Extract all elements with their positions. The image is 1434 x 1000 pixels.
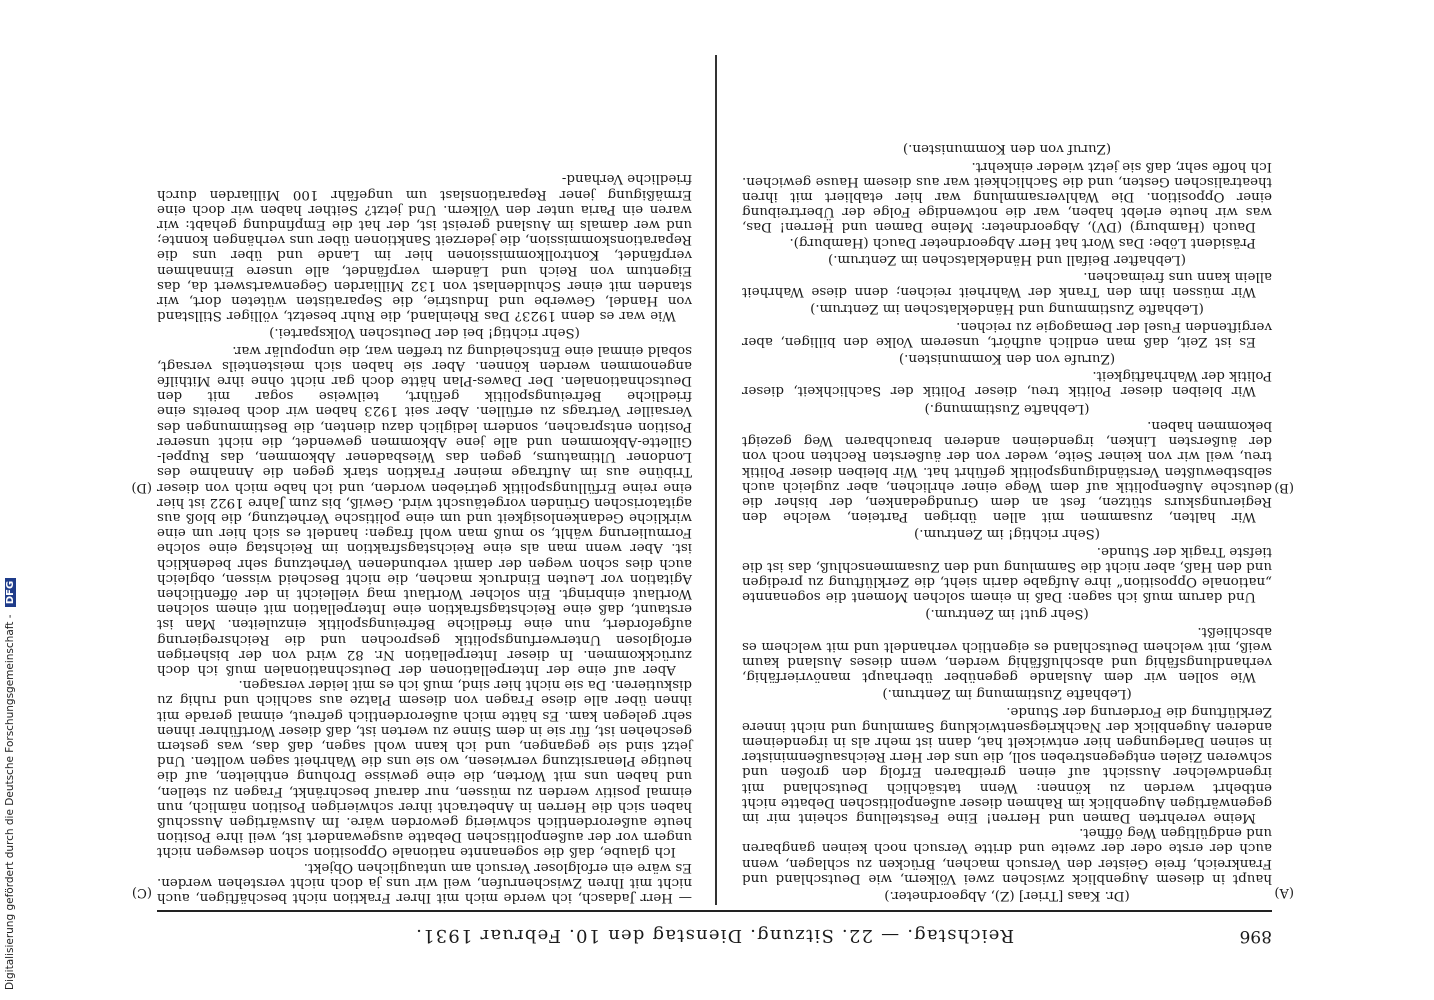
margin-marker-d: (D) [131, 480, 152, 495]
paragraph: — Herr Jadasch, ich werde mich mit Ihrer Fraktion nicht beschäftigen, auch nicht mit Ihren Zwischenrufen, weil wir uns ja doch nicht verstehen werden. Es wäre ein erfolgloser Versuch am untauglichen Objekt. [157, 859, 692, 905]
paragraph: Wie war es denn 1923? Das Rheinland, die Ruhr besetzt, völliger Stillstand von Handel, Gewerbe und Industrie, die Separatisten wüteten dort, wir standen mit einer Schuldenlast von 132 Milliarden Gegenwartswert da, das Eigentum von Reich und Ländern verpfändet, alle unsere Einnahmen verpfändet, Kontrollkommissionen hier im Lande und über uns die Reparationskommission, die jederzeit Sanktionen über uns verhängen konnte; und wer damals im Ausland gereist ist, der hat die Empfindung gehabt: wir waren ein Paria unter den Völkern. Und jetzt? Seither haben wir doch eine Ermäßigung jener Reparationslast um ungefähr 100 Milliarden durch friedliche Verhand- [157, 171, 692, 324]
digitization-credit [4, 0, 22, 990]
speaker-line: (Dr. Kaas [Trier] (Z), Abgeordneter.) [884, 888, 1130, 903]
dfg-logo: DFG [5, 578, 16, 607]
interjection: (Sehr richtig! im Zentrum.) [914, 526, 1100, 542]
header-rule [157, 910, 1272, 912]
paragraph: Wie sollen wir dem Auslande gegenüber überhaupt manövrierfähig, verhandlungsfähig und abschlußfähig werden, wenn dieses Ausland kaum weiß, mit welchem Deutschland es eigentlich verhandelt und mit welchem es abschließt. [742, 623, 1272, 685]
column-left [742, 139, 1272, 905]
interjection: (Sehr richtig! bei der Deutschen Volkspartei.) [269, 325, 580, 341]
paragraph: Es ist Zeit, daß man endlich aufhört, unserem Volke den billigen, aber vergiftenden Fusel der Demagogie zu reichen. [742, 318, 1272, 349]
credit-text: Digitalisierung gefördert durch die Deutsche Forschungsgemeinschaft - [4, 614, 16, 990]
page-header [157, 922, 1272, 946]
paragraph: haupt in diesem Augenblick zwischen zwei Völkern, wie Deutschland und Frankreich, freie Geister den Versuch machen, Brücken zu schlagen, wenn auch der erste oder der zweite und dritte Versuch noch keinen gangbaren und endgültigen Weg öffnet. [742, 825, 1272, 886]
margin-marker-a: (A) [1274, 885, 1294, 900]
interjection: (Zuruf von den Kommunisten.) [902, 141, 1112, 157]
interjection: (Lebhafte Zustimmung und Händeklatschen im Zentrum.) [810, 301, 1204, 317]
page-number: 896 [1239, 926, 1272, 946]
interjection: (Zurufe von den Kommunisten.) [898, 351, 1116, 367]
paragraph: Wir halten, zusammen mit allen übrigen Parteien, welche den Regierungskurs stützen, fest an dem Grundgedanken, der bisher die deutsche Außenpolitik auf dem Wege einer ehrlichen, aber zugleich auch selbstbewußten Verständigungspolitik geführt hat. Wir bleiben dieser Politik treu, weil wir von keiner Seite, weder von der äußersten Rechten noch von der äußersten Linken, irgendeinen anderen brauchbaren Weg gezeigt bekommen haben. [742, 417, 1272, 525]
interjection: (Lebhafter Beifall und Händeklatschen im Zentrum.) [827, 251, 1187, 267]
page-title: Reichstag. — 22. Sitzung. Dienstag den 10. Februar 1931. [414, 925, 1015, 946]
paragraph: Präsident Löbe: Das Wort hat Herr Abgeordneter Dauch (Hamburg). [789, 234, 1256, 250]
paragraph: Und darum muß ich sagen: Daß in einem solchen Moment die sogenannte „nationale Opposition“ ihre Aufgabe darin sieht, die Zerklüftung zu predigen und den Haß, aber nicht die Sammlung und den Zusammenschluß, das ist die tiefste Tragik der Stunde. [742, 543, 1272, 605]
paragraph: Wir müssen ihm den Trank der Wahrheit reichen; denn diese Wahrheit allein kann uns freimachen. [742, 269, 1272, 300]
interjection: (Lebhafte Zustimmung im Zentrum.) [882, 686, 1132, 702]
paragraph: Meine verehrten Damen und Herren! Eine Feststellung scheint mir im gegenwärtigen Augenblick im Rahmen dieser außenpolitischen Debatte nicht entbehrt werden zu können: Wenn tatsächlich Deutschland mit irgendwelcher Aussicht auf einen greifbaren Erfolg den großen und schweren Zielen entgegenstreben soll, die uns der Herr Reichsaußenminister in seinen Darlegungen hier entwickelt hat, dann ist mehr als in irgendeinem anderen Augenblick der Nachkriegsentwicklung Sammlung und nicht innere Zerklüftung die Forderung der Stunde. [742, 703, 1272, 825]
paragraph: Aber auf eine der Interpellationen der Deutschnationalen muß ich doch zurückkommen. In dieser Interpellation Nr. 82 wird von der bisherigen erfolglosen Unterwerfungspolitik gesprochen und die Reichsregierung aufgefordert, nun eine friedliche Befreiungspolitik einzuleiten. Man ist erstaunt, daß eine Reichstagsfraktion eine Interpellation mit einem solchen Wortlaut einbringt. Ein solcher Wortlaut mag vielleicht in der öffentlichen Agitation vor Leuten Eindruck machen, die nicht Bescheid wissen, obgleich auch dies schon wegen der damit verbundenen Verhetzung sehr bedenklich ist. Aber wenn man als eine Reichstagsfraktion im Reichstag eine solche Formulierung wählt, so muß man wohl fragen: handelt es sich hier um eine wirkliche Gedankenlosigkeit und um eine politische Verhetzung, die bloß aus agitatorischen Gründen vorgetäuscht wird. Gewiß, bis zum Jahre 1922 ist hier eine reine Erfüllungspolitik getrieben worden, und ich habe mich von dieser Tribüne aus im Auftrage meiner Fraktion stark gegen die Annahme des Londoner Ultimatums, gegen das Wiesbadener Abkommen, das Ruppel-Gillette-Abkommen und alle jene Abkommen gewendet, die nicht unserer Position entsprachen, sondern lediglich dazu dienten, die Bestimmungen des Versailler Vertrags zu erfüllen. Aber seit 1923 haben wir doch bereits eine friedliche Befreiungspolitik geführt, teilweise sogar mit den Deutschnationalen. Der Dawes-Plan hätte doch gar nicht ohne ihre Mithilfe angenommen werden können. Aber sie haben sich meistenteils versagt, sobald einmal eine Entscheidung zu treffen war, die unpopulär war. [157, 342, 692, 677]
paragraph: Ich glaube, daß die sogenannte nationale Opposition schon deswegen nicht ungern vor der außenpolitischen Debatte ausgewandert ist, weil ihre Position heute außerordentlich schwierig geworden wäre. Im Auswärtigen Ausschuß haben sich die Herren in Anbetracht ihrer schwierigen Position nämlich, nun einmal positiv werden zu müssen, nur darauf beschränkt, Fragen zu stellen, und haben uns mit Worten, die eine gewisse Drohung enthielten, auf die heutige Plenarsitzung verwiesen, wo sie uns die Wahrheit sagen wollten. Und jetzt sind sie gegangen, und ich kann wohl sagen, daß das, was gestern geschehen ist, für sie in dem Sinne zu werten ist, daß dieser Wortführer ihnen sehr gelegen kam. Es hätte mich außerordentlich gefreut, einmal gerade mit ihnen über alle diese Fragen von diesem Platze aus sachlich und ruhig zu diskutieren. Da sie nicht hier sind, muß ich es mit leider versagen. [157, 677, 692, 860]
column-divider [716, 55, 718, 905]
interjection: (Lebhafte Zustimmung.) [924, 400, 1090, 416]
paragraph: Dauch (Hamburg) (DV), Abgeordneter: Meine Damen und Herren! Das, was wir heute erlebt haben, war die notwendige Folge der Übertreibung einer Opposition. Die Wahlversammlung war hier etabliert mit ihren theatralischen Gesten, und die Sachlichkeit war aus diesem Hause gewichen. Ich hoffe sehr, daß sie jetzt wieder einkehrt. [742, 158, 1272, 235]
margin-marker-b: (B) [1274, 480, 1294, 495]
interjection: (Sehr gut! im Zentrum.) [925, 606, 1089, 622]
margin-marker-c: (C) [131, 885, 152, 900]
paragraph: Wir bleiben dieser Politik treu, dieser Politik der Sachlichkeit, dieser Politik der Wahrhaftigkeit. [742, 368, 1272, 399]
column-right [157, 171, 692, 905]
